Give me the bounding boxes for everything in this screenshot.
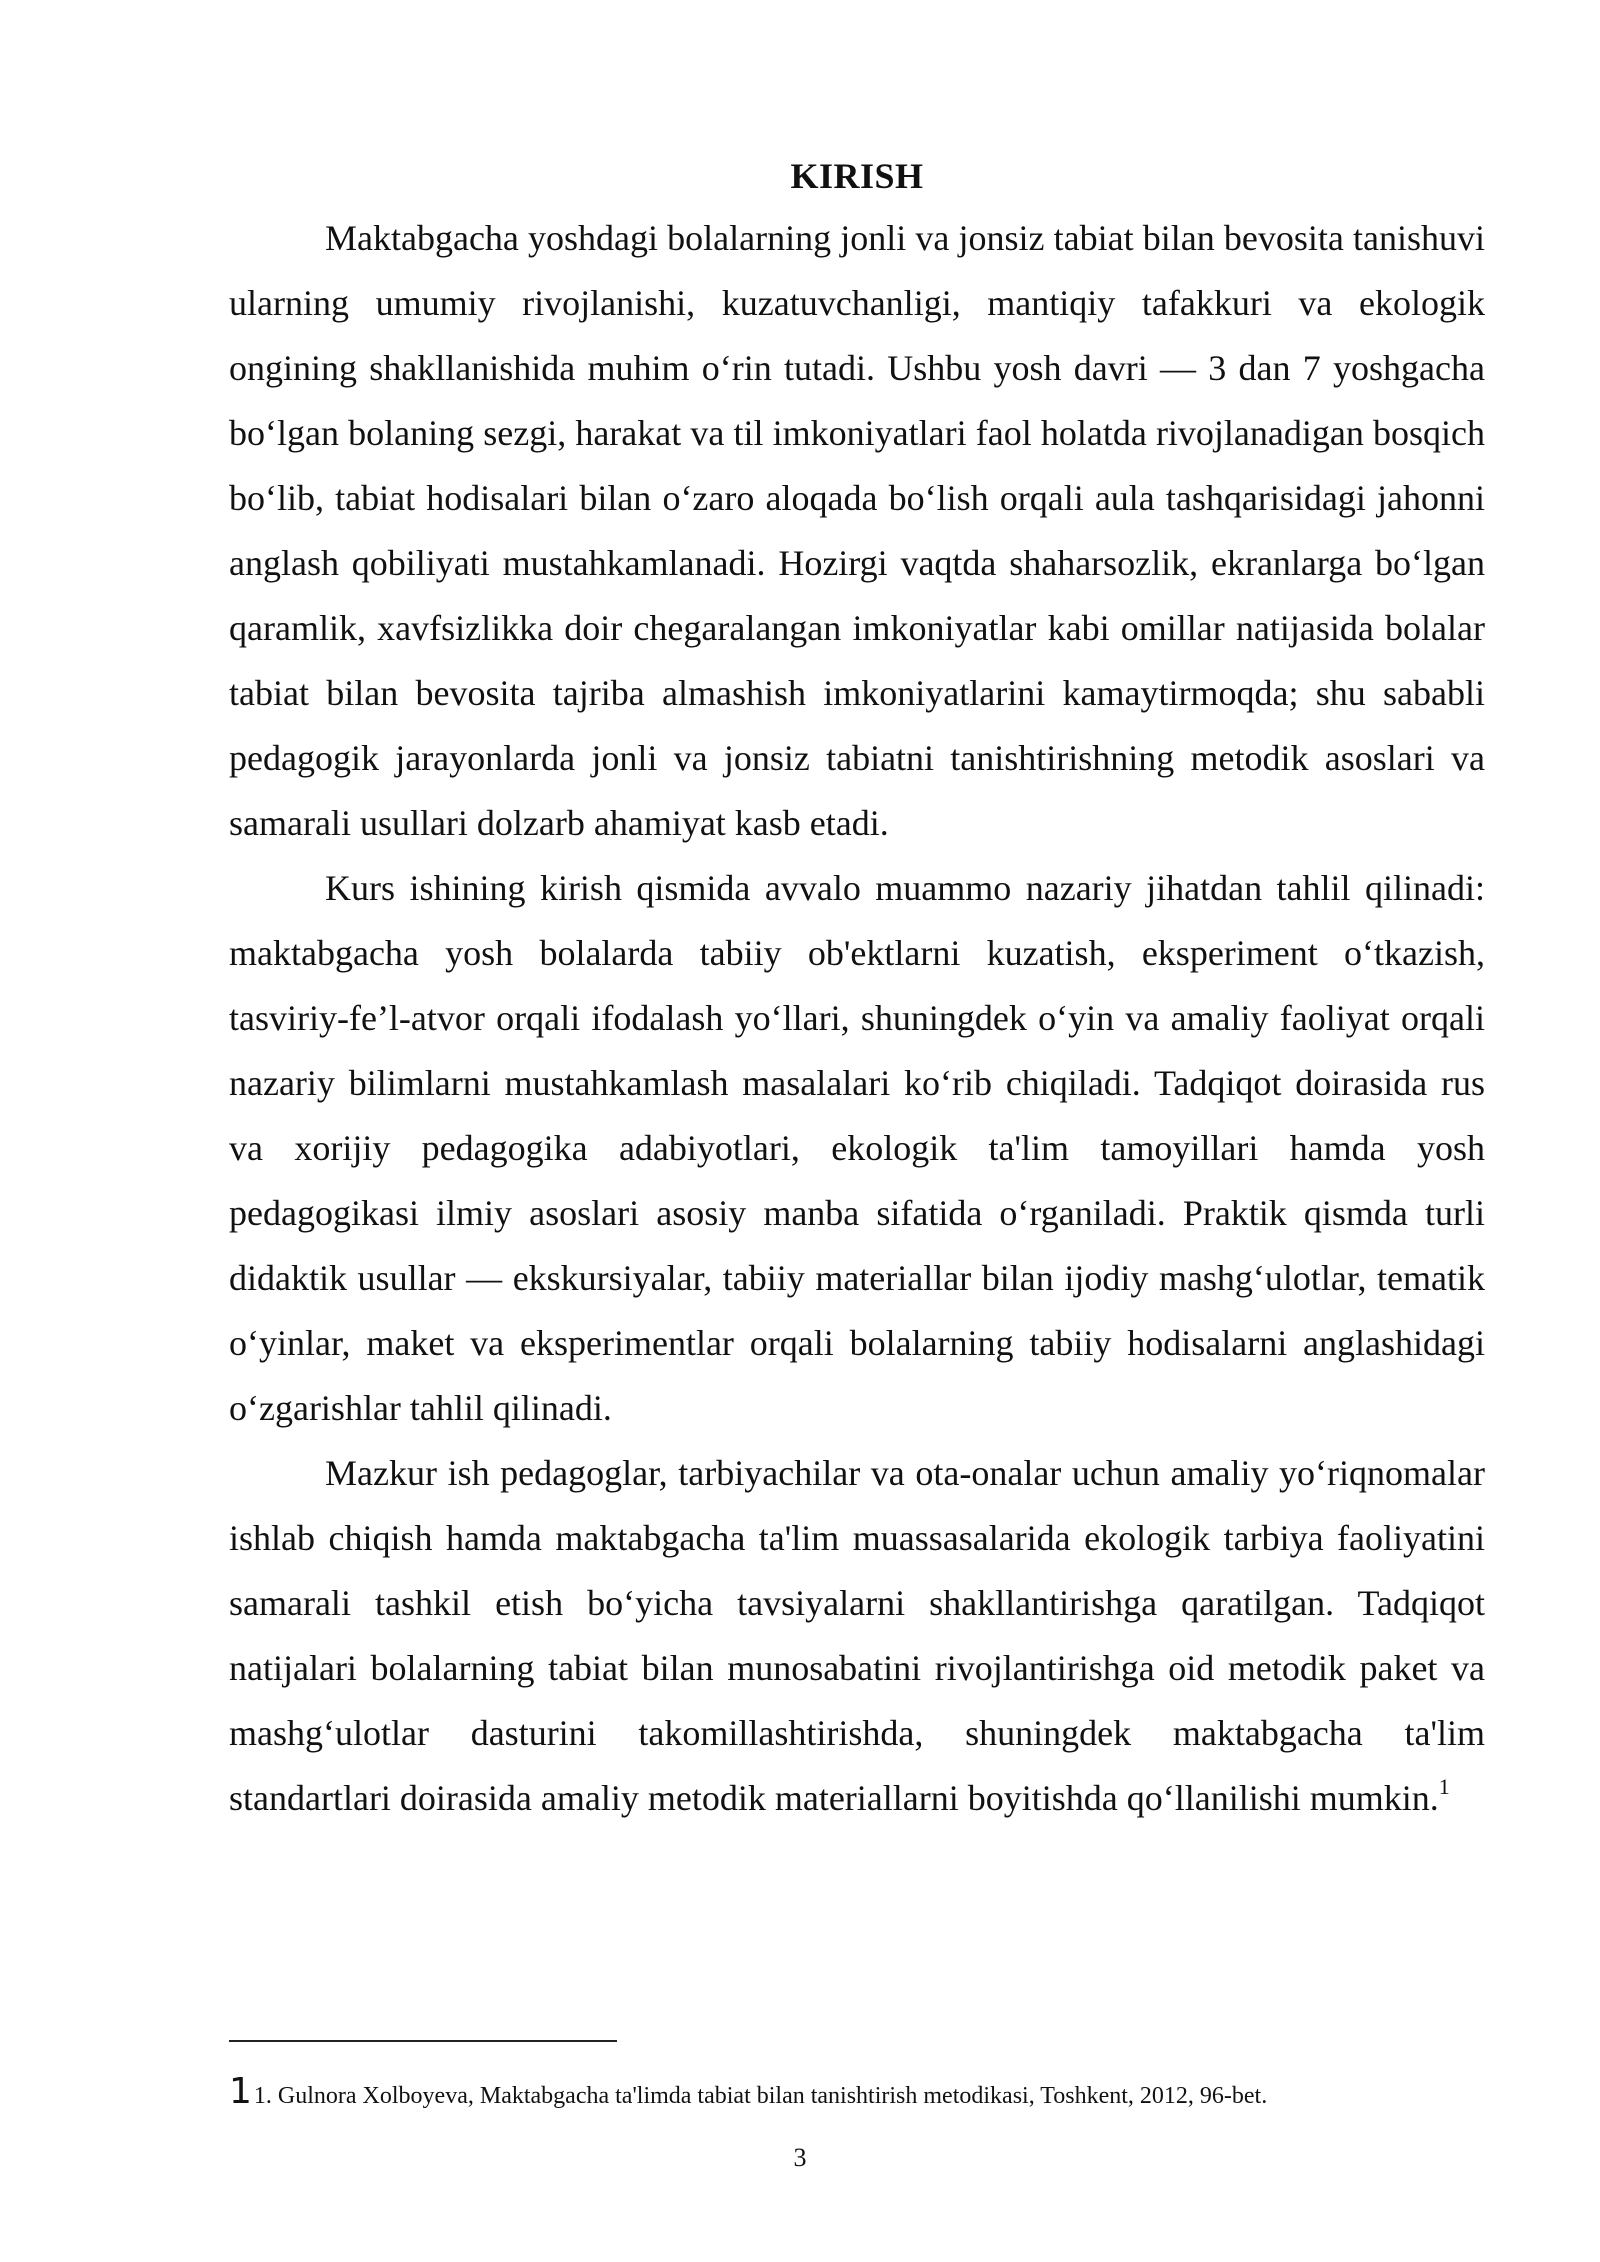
page-title: KIRISH <box>790 156 924 196</box>
paragraph-1 <box>229 206 1485 856</box>
paragraph-2-text: Kurs ishining kirish qismida avvalo muammo nazariy jihatdan tahlil qilinadi: maktabgacha yosh bolalarda tabiiy ob'ektlarni kuzatish, eksperiment o‘tkazish, tasviriy-fe’l-atvor orqali ifodalash yo‘llari, shuningdek o‘yin va amaliy faoliyat orqali nazariy bilimlarni mustahkamlash masalalari ko‘rib chiqiladi. Tadqiqot doirasida rus va xorijiy pedagogika adabiyotlari, ekologik ta'lim tamoyillari hamda yosh pedagogikasi ilmiy asoslari asosiy manba sifatida o‘rganiladi. Praktik qismda turli didaktik usullar — ekskursiyalar, tabiiy materiallar bilan ijodiy mashg‘ulotlar, tematik o‘yinlar, maket va eksperimentlar orqali bolalarning tabiiy hodisalarni anglashidagi o‘zgarishlar tahlil qilinadi. <box>229 868 1485 1428</box>
footnote-divider <box>229 2040 617 2042</box>
paragraph-3 <box>229 1441 1485 1831</box>
page-number: 3 <box>793 2143 807 2172</box>
paragraph-1-text: Maktabgacha yoshdagi bolalarning jonli va jonsiz tabiat bilan bevosita tanishuvi ularning umumiy rivojlanishi, kuzatuvchanligi, mantiqiy tafakkuri va ekologik ongining shakllanishida muhim o‘rin tutadi. Ushbu yosh davri — 3 dan 7 yoshgacha bo‘lgan bolaning sezgi, harakat va til imkoniyatlari faol holatda rivojlanadigan bosqich bo‘lib, tabiat hodisalari bilan o‘zaro aloqada bo‘lish orqali aula tashqarisidagi jahonni anglash qobiliyati mustahkamlanadi. Hozirgi vaqtda shaharsozlik, ekranlarga bo‘lgan qaramlik, xavfsizlikka doir chegaralangan imkoniyatlar kabi omillar natijasida bolalar tabiat bilan bevosita tajriba almashish imkoniyatlarini kamaytirmoqda; shu sababli pedagogik jarayonlarda jonli va jonsiz tabiatni tanishtirishning metodik asoslari va samarali usullari dolzarb ahamiyat kasb etadi. <box>229 218 1485 843</box>
paragraph-3-text: Mazkur ish pedagoglar, tarbiyachilar va ota-onalar uchun amaliy yo‘riqnomalar ishlab chiqish hamda maktabgacha ta'lim muassasalarida ekologik tarbiya faoliyatini samarali tashkil etish bo‘yicha tavsiyalarni shakllantirishga qaratilgan. Tadqiqot natijalari bolalarning tabiat bilan munosabatini rivojlantirishga oid metodik paket va mashg‘ulotlar dasturini takomillashtirishda, shuningdek maktabgacha ta'lim standartlari doirasida amaliy metodik materiallarni boyitishda qo‘llanilishi mumkin. <box>229 1453 1485 1818</box>
footnote-text: 1. Gulnora Xolboyeva, Maktabgacha ta'limda tabiat bilan tanishtirish metodikasi, Toshkent, 2012, 96-bet. <box>253 2083 1268 2109</box>
footnote-mark: 1 <box>229 2071 252 2112</box>
footnote-reference[interactable]: 1 <box>1438 1774 1450 1799</box>
body-text <box>229 146 1485 1831</box>
paragraph-2 <box>229 856 1485 1441</box>
footnote <box>229 2072 1485 2116</box>
